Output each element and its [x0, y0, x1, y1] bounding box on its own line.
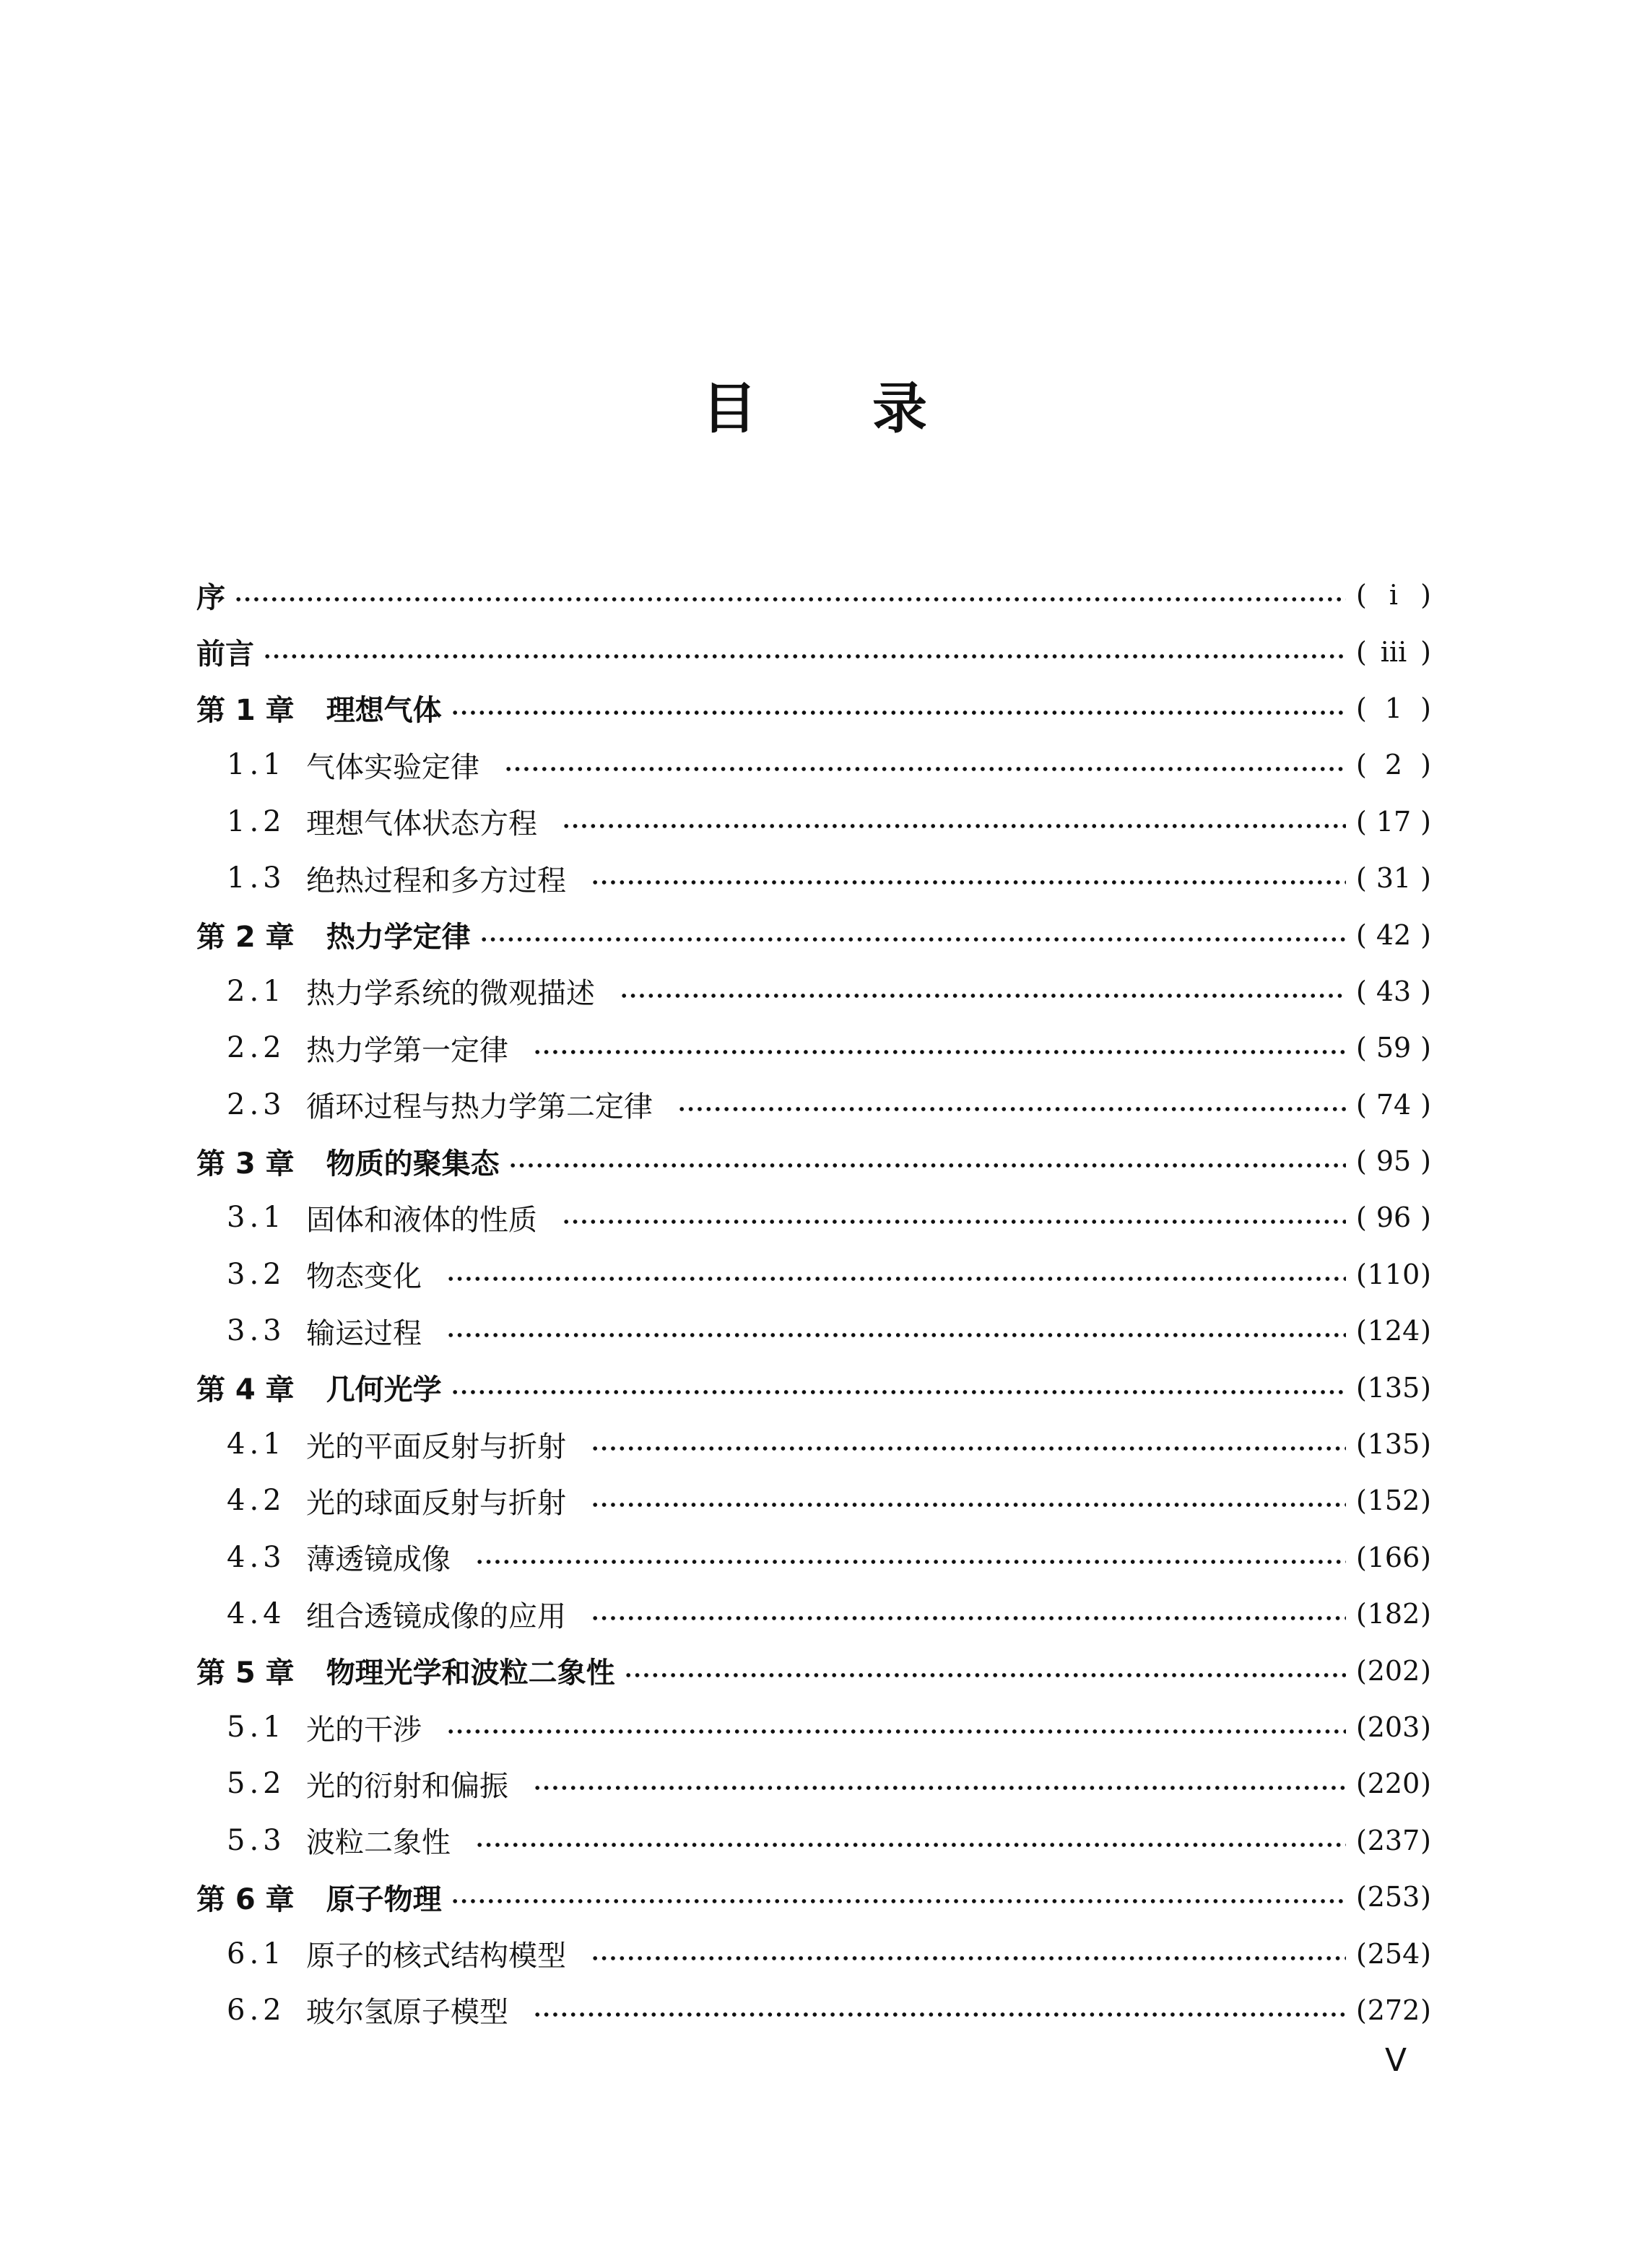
page-value: 95: [1376, 1145, 1412, 1178]
page-number: V: [1385, 2042, 1407, 2079]
page-value: 110: [1367, 1258, 1420, 1290]
toc-section-entry[interactable]: [196, 1472, 1431, 1529]
entry-page: ( 43 ): [1356, 975, 1431, 1007]
entry-page: ( 135 ): [1356, 1371, 1431, 1404]
entry-page: ( 182 ): [1356, 1598, 1431, 1630]
entry-page: ( 1 ): [1356, 692, 1431, 724]
toc-chapter-entry[interactable]: [196, 1133, 1431, 1189]
page-value: 43: [1376, 975, 1412, 1007]
toc-chapter-entry[interactable]: [196, 1359, 1431, 1415]
dot-leader: [562, 1218, 1346, 1225]
title-char-2: 录: [872, 376, 927, 440]
entry-page: ( 110 ): [1356, 1258, 1431, 1290]
dot-leader: [451, 1389, 1346, 1396]
entry-title: 物质的聚集态: [326, 1147, 500, 1181]
entry-title: 物理光学和波粒二象性: [326, 1656, 615, 1690]
toc-chapter-entry[interactable]: [196, 1642, 1431, 1698]
dot-leader: [533, 1784, 1346, 1791]
page-value: iii: [1380, 635, 1407, 668]
toc-section-entry[interactable]: [196, 1755, 1431, 1812]
entry-page: ( 2 ): [1356, 749, 1431, 781]
dot-leader: [504, 765, 1346, 773]
toc-section-entry[interactable]: [196, 1925, 1431, 1981]
toc-section-entry[interactable]: [196, 1529, 1431, 1586]
page-value: 203: [1367, 1711, 1420, 1743]
dot-leader: [451, 1898, 1346, 1905]
page-value: 96: [1376, 1202, 1412, 1234]
dot-leader: [475, 1558, 1346, 1565]
page-value: 17: [1376, 805, 1412, 838]
entry-title: 理想气体状态方程: [306, 807, 537, 841]
entry-number: 3.2: [227, 1257, 286, 1291]
dot-leader: [620, 992, 1346, 999]
entry-page: ( 203 ): [1356, 1711, 1431, 1743]
entry-page: ( 220 ): [1356, 1768, 1431, 1800]
entry-number: 2.2: [227, 1031, 286, 1065]
page-value: 124: [1367, 1315, 1420, 1347]
entry-title: 组合透镜成像的应用: [306, 1599, 566, 1633]
entry-number: 2.1: [227, 974, 286, 1008]
entry-title: 原子的核式结构模型: [306, 1939, 566, 1973]
entry-page: ( iii ): [1356, 635, 1431, 668]
entry-number: 1.3: [227, 861, 286, 895]
entry-number: 1.2: [227, 804, 286, 838]
entry-number: 第 5 章: [196, 1656, 295, 1690]
page-value: 31: [1376, 862, 1412, 895]
entry-number: 第 1 章: [196, 694, 295, 728]
entry-title: 输运过程: [306, 1316, 422, 1350]
entry-number: 2.3: [227, 1087, 286, 1121]
entry-number: 4.1: [227, 1428, 286, 1461]
entry-number: 1.1: [227, 748, 286, 782]
entry-number: 5.1: [227, 1711, 286, 1744]
toc-section-entry[interactable]: [196, 1303, 1431, 1359]
dot-leader: [479, 936, 1346, 943]
entry-title: 热力学定律: [326, 921, 471, 955]
entry-number: 5.3: [227, 1823, 286, 1857]
entry-title: 光的球面反射与折射: [306, 1486, 566, 1520]
toc-chapter-entry[interactable]: [196, 680, 1431, 737]
dot-leader: [591, 1445, 1346, 1452]
entry-title: 理想气体: [326, 694, 442, 728]
page-value: 135: [1367, 1428, 1420, 1461]
toc-section-entry[interactable]: [196, 1812, 1431, 1869]
entry-page: ( 96 ): [1356, 1202, 1431, 1234]
entry-title: 物态变化: [306, 1260, 422, 1294]
page-value: i: [1389, 579, 1399, 612]
dot-leader: [591, 1615, 1346, 1622]
dot-leader: [446, 1728, 1346, 1735]
dot-leader: [591, 879, 1346, 886]
entry-title: 前言: [196, 638, 254, 672]
dot-leader: [446, 1275, 1346, 1282]
entry-number: 4.2: [227, 1484, 286, 1518]
page-value: 166: [1367, 1541, 1420, 1573]
table-of-contents: [196, 567, 1431, 2038]
entry-title: 光的衍射和偏振: [306, 1769, 508, 1803]
title-char-1: 目: [702, 376, 757, 440]
page-value: 42: [1376, 918, 1412, 951]
entry-number: 第 2 章: [196, 921, 295, 955]
entry-title: 原子物理: [326, 1882, 442, 1916]
toc-section-entry[interactable]: [196, 1246, 1431, 1303]
entry-title: 热力学第一定律: [306, 1033, 508, 1067]
entry-page: ( 135 ): [1356, 1428, 1431, 1461]
page-value: 74: [1376, 1088, 1412, 1121]
entry-page: ( 17 ): [1356, 805, 1431, 838]
toc-section-entry[interactable]: [196, 737, 1431, 793]
entry-number: 4.3: [227, 1540, 286, 1574]
toc-section-entry[interactable]: [196, 1189, 1431, 1246]
entry-page: ( 74 ): [1356, 1088, 1431, 1121]
dot-leader: [533, 2011, 1346, 2018]
entry-number: 3.3: [227, 1314, 286, 1348]
page-value: 202: [1367, 1654, 1420, 1687]
entry-number: 4.4: [227, 1597, 286, 1631]
entry-number: 3.1: [227, 1201, 286, 1235]
entry-title: 绝热过程和多方过程: [306, 864, 566, 898]
page-title: [0, 365, 1629, 443]
toc-section-entry[interactable]: [196, 850, 1431, 906]
entry-title: 光的干涉: [306, 1713, 422, 1747]
entry-page: ( 124 ): [1356, 1315, 1431, 1347]
page-value: 152: [1367, 1485, 1420, 1517]
toc-section-entry[interactable]: [196, 1077, 1431, 1133]
toc-chapter-entry[interactable]: [196, 1869, 1431, 1925]
dot-leader: [263, 653, 1346, 660]
dot-leader: [451, 709, 1346, 716]
entry-page: ( 237 ): [1356, 1824, 1431, 1856]
entry-page: ( 202 ): [1356, 1654, 1431, 1687]
entry-title: 热力学系统的微观描述: [306, 977, 595, 1011]
entry-title: 光的平面反射与折射: [306, 1430, 566, 1464]
page-value: 59: [1376, 1032, 1412, 1064]
toc-section-entry[interactable]: [196, 1586, 1431, 1642]
entry-page: ( 59 ): [1356, 1032, 1431, 1064]
entry-page: ( 166 ): [1356, 1541, 1431, 1573]
entry-page: ( 95 ): [1356, 1145, 1431, 1178]
dot-leader: [677, 1105, 1346, 1113]
page-value: 2: [1384, 749, 1403, 781]
entry-number: 6.2: [227, 1993, 286, 2027]
entry-page: ( 152 ): [1356, 1485, 1431, 1517]
entry-title: 循环过程与热力学第二定律: [306, 1090, 653, 1124]
toc-section-entry[interactable]: [196, 794, 1431, 850]
entry-title: 固体和液体的性质: [306, 1203, 537, 1237]
entry-title: 气体实验定律: [306, 750, 479, 784]
page-value: 237: [1367, 1824, 1420, 1856]
entry-title: 薄透镜成像: [306, 1543, 451, 1577]
toc-chapter-entry[interactable]: [196, 567, 1431, 623]
entry-title: 波粒二象性: [306, 1826, 451, 1860]
dot-leader: [475, 1841, 1346, 1848]
page-value: 135: [1367, 1371, 1420, 1404]
dot-leader: [591, 1501, 1346, 1508]
entry-page: ( i ): [1356, 579, 1431, 612]
toc-section-entry[interactable]: [196, 1416, 1431, 1472]
entry-title: 几何光学: [326, 1373, 442, 1407]
dot-leader: [591, 1955, 1346, 1962]
dot-leader: [624, 1672, 1346, 1679]
toc-chapter-entry[interactable]: [196, 906, 1431, 963]
page-value: 272: [1367, 1994, 1420, 2026]
page-value: 254: [1367, 1937, 1420, 1970]
dot-leader: [446, 1331, 1346, 1339]
page-value: 1: [1384, 692, 1403, 724]
dot-leader: [508, 1162, 1346, 1169]
entry-page: ( 31 ): [1356, 862, 1431, 895]
toc-chapter-entry[interactable]: [196, 623, 1431, 679]
toc-section-entry[interactable]: [196, 1982, 1431, 2038]
toc-section-entry[interactable]: [196, 1020, 1431, 1076]
dot-leader: [562, 822, 1346, 830]
dot-leader: [533, 1048, 1346, 1056]
page-value: 220: [1367, 1768, 1420, 1800]
toc-section-entry[interactable]: [196, 963, 1431, 1020]
entry-title: 玻尔氢原子模型: [306, 1996, 508, 2030]
entry-title: 序: [196, 581, 225, 614]
page-value: 253: [1367, 1881, 1420, 1913]
dot-leader: [234, 596, 1346, 603]
entry-number: 5.2: [227, 1767, 286, 1801]
entry-page: ( 253 ): [1356, 1881, 1431, 1913]
entry-number: 第 3 章: [196, 1147, 295, 1181]
toc-section-entry[interactable]: [196, 1699, 1431, 1755]
entry-number: 第 4 章: [196, 1373, 295, 1407]
entry-page: ( 272 ): [1356, 1994, 1431, 2026]
page-value: 182: [1367, 1598, 1420, 1630]
entry-number: 第 6 章: [196, 1882, 295, 1916]
entry-page: ( 254 ): [1356, 1937, 1431, 1970]
entry-page: ( 42 ): [1356, 918, 1431, 951]
entry-number: 6.1: [227, 1937, 286, 1971]
